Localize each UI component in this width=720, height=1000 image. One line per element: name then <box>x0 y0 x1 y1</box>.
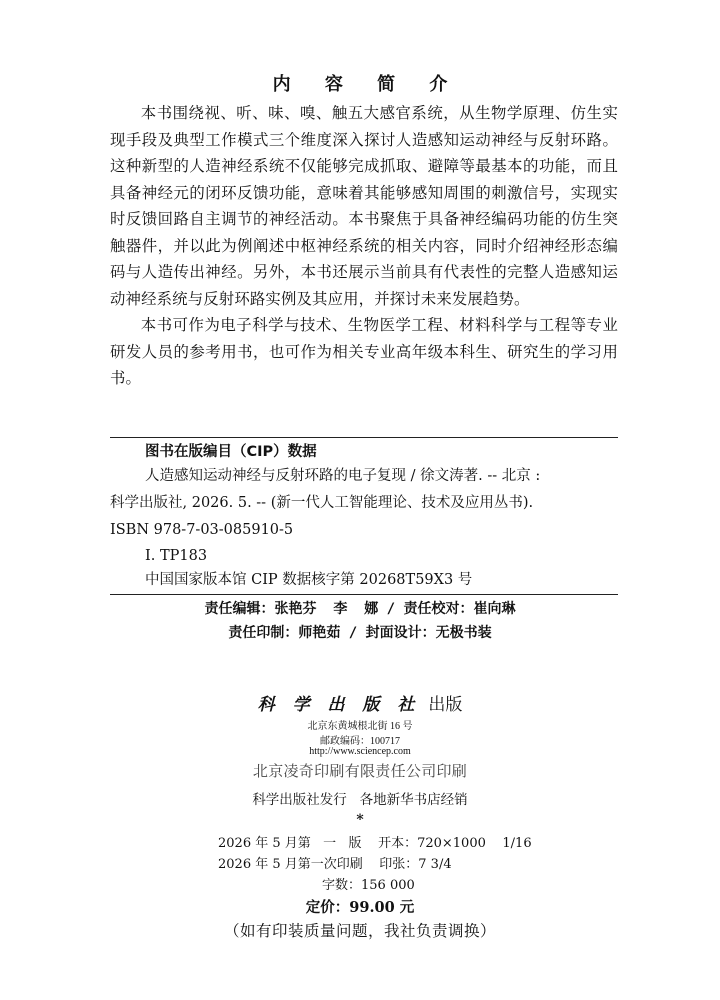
wordcount-line: 字数：156 000 <box>322 878 415 893</box>
cip-record-number: 中国国家版本馆 CIP 数据核字第 20268T59X3 号 <box>145 572 473 588</box>
publisher-logo-name: 科 学 出 版 社 <box>257 695 421 715</box>
cip-classification: Ⅰ. TP183 <box>145 548 208 564</box>
publisher-url: http://www.sciencep.com <box>309 746 411 757</box>
staff-line-1: 责任编辑：张艳芬 李 娜 / 责任校对：崔向琳 <box>204 601 516 617</box>
cip-bottom-rule <box>110 594 618 595</box>
distribution-line: 科学出版社发行 各地新华书店经销 <box>252 792 468 808</box>
publisher-line <box>0 690 720 715</box>
price-line: 定价：99.00 元 <box>305 899 415 916</box>
cip-title: 图书在版编目（CIP）数据 <box>145 444 317 460</box>
cip-top-rule <box>110 437 618 438</box>
printer-line: 北京凌奇印刷有限责任公司印刷 <box>252 762 468 780</box>
intro-paragraph-2: 本书可作为电子科学与技术、生物医学工程、材料科学与工程等专业研发人员的参考用书，也可作为相关专业高年级本科生、研究生的学习用书。 <box>110 316 618 387</box>
staff-line-2: 责任印制：师艳茹 / 封面设计：无极书装 <box>228 625 492 641</box>
cip-isbn: ISBN 978-7-03-085910-5 <box>110 522 294 538</box>
intro-heading: 内 容 简 介 <box>272 74 462 95</box>
quality-notice: （如有印装质量问题，我社负责调换） <box>223 922 496 940</box>
publisher-postcode: 邮政编码：100717 <box>320 736 400 747</box>
edition-line: 2026 年 5 月第 一 版 开本：720×1000 1/16 <box>218 836 532 851</box>
printing-line: 2026 年 5 月第一次印刷 印张：7 3/4 <box>218 857 452 872</box>
cip-line-1: 人造感知运动神经与反射环路的电子复现 / 徐文涛著. -- 北京 : <box>145 468 541 484</box>
intro-text <box>110 100 618 392</box>
intro-paragraph-1: 本书围绕视、听、味、嗅、触五大感官系统，从生物学原理、仿生实现手段及典型工作模式三个维度深入探讨人造感知运动神经与反射环路。这种新型的人造神经系统不仅能够完成抓取、避障等最基本的功能，而且具备神经元的闭环反馈功能，意味着其能够感知周围的刺激信号，实现实时反馈回路自主调节的神经活动。本书聚焦于具备神经编码功能的仿生突触器件，并以此为例阐述中枢神经系统的相关内容，同时介绍神经形态编码与人造传出神经。另外，本书还展示当前具有代表性的完整人造感知运动神经系统与反射环路实例及其应用，并探讨未来发展趋势。 <box>110 104 618 308</box>
publisher-suffix: 出版 <box>428 695 463 715</box>
publisher-address: 北京东黄城根北街 16 号 <box>307 721 413 732</box>
cip-line-2: 科学出版社, 2026. 5. -- (新一代人工智能理论、技术及应用丛书). <box>110 495 534 511</box>
separator-asterisk: * <box>356 812 364 828</box>
